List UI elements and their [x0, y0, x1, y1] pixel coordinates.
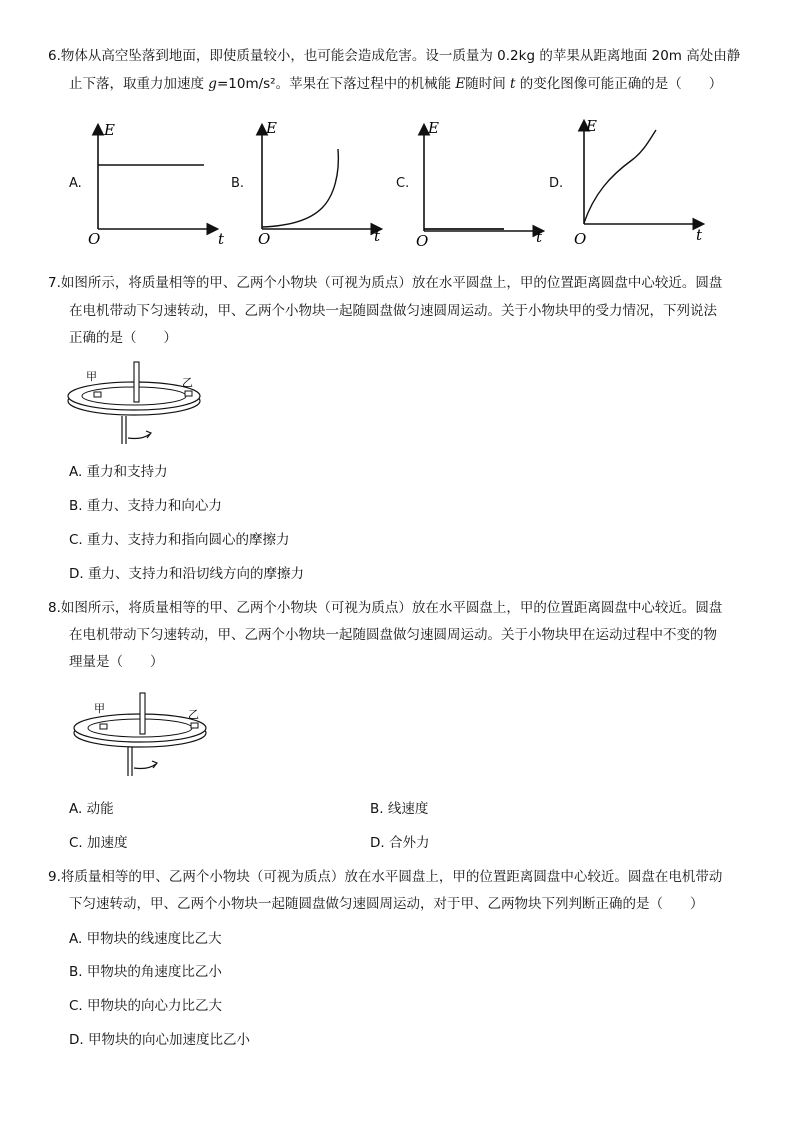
block-jia — [100, 724, 107, 729]
q9-option-b: B. 甲物块的角速度比乙小 — [69, 964, 222, 980]
q6-option-d-label: D. — [549, 176, 564, 191]
q6-symbol-t: t — [510, 76, 516, 92]
label-yi: 乙 — [182, 376, 193, 389]
origin-label: O — [416, 232, 429, 250]
q6-stem-text: =10m/s²。苹果在下落过程中的机械能 — [216, 76, 456, 92]
y-axis-label: E — [266, 119, 277, 137]
y-axis-label: E — [586, 117, 597, 135]
origin-label: O — [574, 230, 587, 248]
energy-curve — [584, 130, 656, 223]
label-jia: 甲 — [86, 370, 97, 383]
y-axis-label: E — [428, 119, 439, 137]
q6-stem-text: 随时间 — [465, 76, 511, 92]
q6-stem-text: 的变化图像可能正确的是（ ） — [515, 76, 723, 92]
origin-label: O — [258, 230, 271, 248]
q9-option-c: C. 甲物块的向心力比乙大 — [69, 998, 223, 1014]
q7-turntable-figure — [64, 358, 214, 453]
q6-stem-text: 止下落，取重力加速度 — [69, 76, 209, 92]
x-axis-label: t — [536, 228, 543, 246]
q7-option-c: C. 重力、支持力和指向圆心的摩擦力 — [69, 532, 290, 548]
label-yi: 乙 — [188, 708, 199, 721]
x-axis-label: t — [218, 230, 225, 248]
q7-option-d: D. 重力、支持力和沿切线方向的摩擦力 — [69, 566, 304, 582]
q8-option-d: D. 合外力 — [370, 835, 430, 851]
q7-option-b: B. 重力、支持力和向心力 — [69, 498, 222, 514]
q6-graph-a — [86, 116, 236, 251]
q8-turntable-figure — [70, 688, 220, 783]
q7-stem-line2: 在电机带动下匀速转动，甲、乙两个小物块一起随圆盘做匀速圆周运动。关于小物块甲的受力情况，下列说法 — [69, 303, 717, 319]
q8-stem-line1: 8.如图所示，将质量相等的甲、乙两个小物块（可视为质点）放在水平圆盘上，甲的位置距离圆盘中心较近。圆盘 — [48, 600, 723, 616]
q6-option-a-label: A. — [69, 176, 82, 191]
q6-graph-c — [412, 116, 562, 251]
origin-label: O — [88, 230, 101, 248]
block-yi — [191, 723, 198, 728]
q8-stem-line2: 在电机带动下匀速转动，甲、乙两个小物块一起随圆盘做匀速圆周运动。关于小物块甲在运动过程中不变的物 — [69, 627, 717, 643]
q7-stem-line1: 7.如图所示，将质量相等的甲、乙两个小物块（可视为质点）放在水平圆盘上，甲的位置距离圆盘中心较近。圆盘 — [48, 275, 723, 291]
q9-option-d: D. 甲物块的向心加速度比乙小 — [69, 1032, 250, 1048]
center-rod — [134, 362, 139, 402]
q7-stem-line3: 正确的是（ ） — [69, 330, 177, 346]
q7-option-a: A. 重力和支持力 — [69, 464, 168, 480]
q6-symbol-g: g — [208, 76, 217, 92]
energy-curve — [262, 149, 338, 227]
rotation-arrow — [134, 764, 156, 769]
q8-option-a: A. 动能 — [69, 801, 114, 817]
q6-graph-d — [572, 114, 722, 249]
q6-stem-line1: 6.物体从高空坠落到地面，即使质量较小，也可能会造成危害。设一质量为 0.2kg 的苹果从距离地面 20m 高处由静 — [48, 48, 741, 64]
rotation-arrow — [128, 434, 150, 439]
q8-option-b: B. 线速度 — [370, 801, 429, 817]
q6-graph-b — [250, 116, 400, 251]
q9-option-a: A. 甲物块的线速度比乙大 — [69, 931, 222, 947]
q6-symbol-E: E — [455, 76, 466, 92]
q9-stem-line2: 下匀速转动，甲、乙两个小物块一起随圆盘做匀速圆周运动，对于甲、乙两物块下列判断正确的是（ ） — [69, 896, 704, 912]
q8-option-c: C. 加速度 — [69, 835, 128, 851]
y-axis-label: E — [104, 121, 115, 139]
block-jia — [94, 392, 101, 397]
x-axis-label: t — [696, 226, 703, 244]
block-yi — [185, 391, 192, 396]
x-axis-label: t — [374, 227, 381, 245]
center-rod — [140, 693, 145, 734]
q9-stem-line1: 9.将质量相等的甲、乙两个小物块（可视为质点）放在水平圆盘上，甲的位置距离圆盘中心较近。圆盘在电机带动 — [48, 869, 723, 885]
q6-stem-line2 — [69, 74, 722, 94]
q6-option-b-label: B. — [231, 176, 245, 191]
label-jia: 甲 — [94, 702, 105, 715]
q8-stem-line3: 理量是（ ） — [69, 654, 164, 670]
q6-option-c-label: C. — [396, 176, 410, 191]
